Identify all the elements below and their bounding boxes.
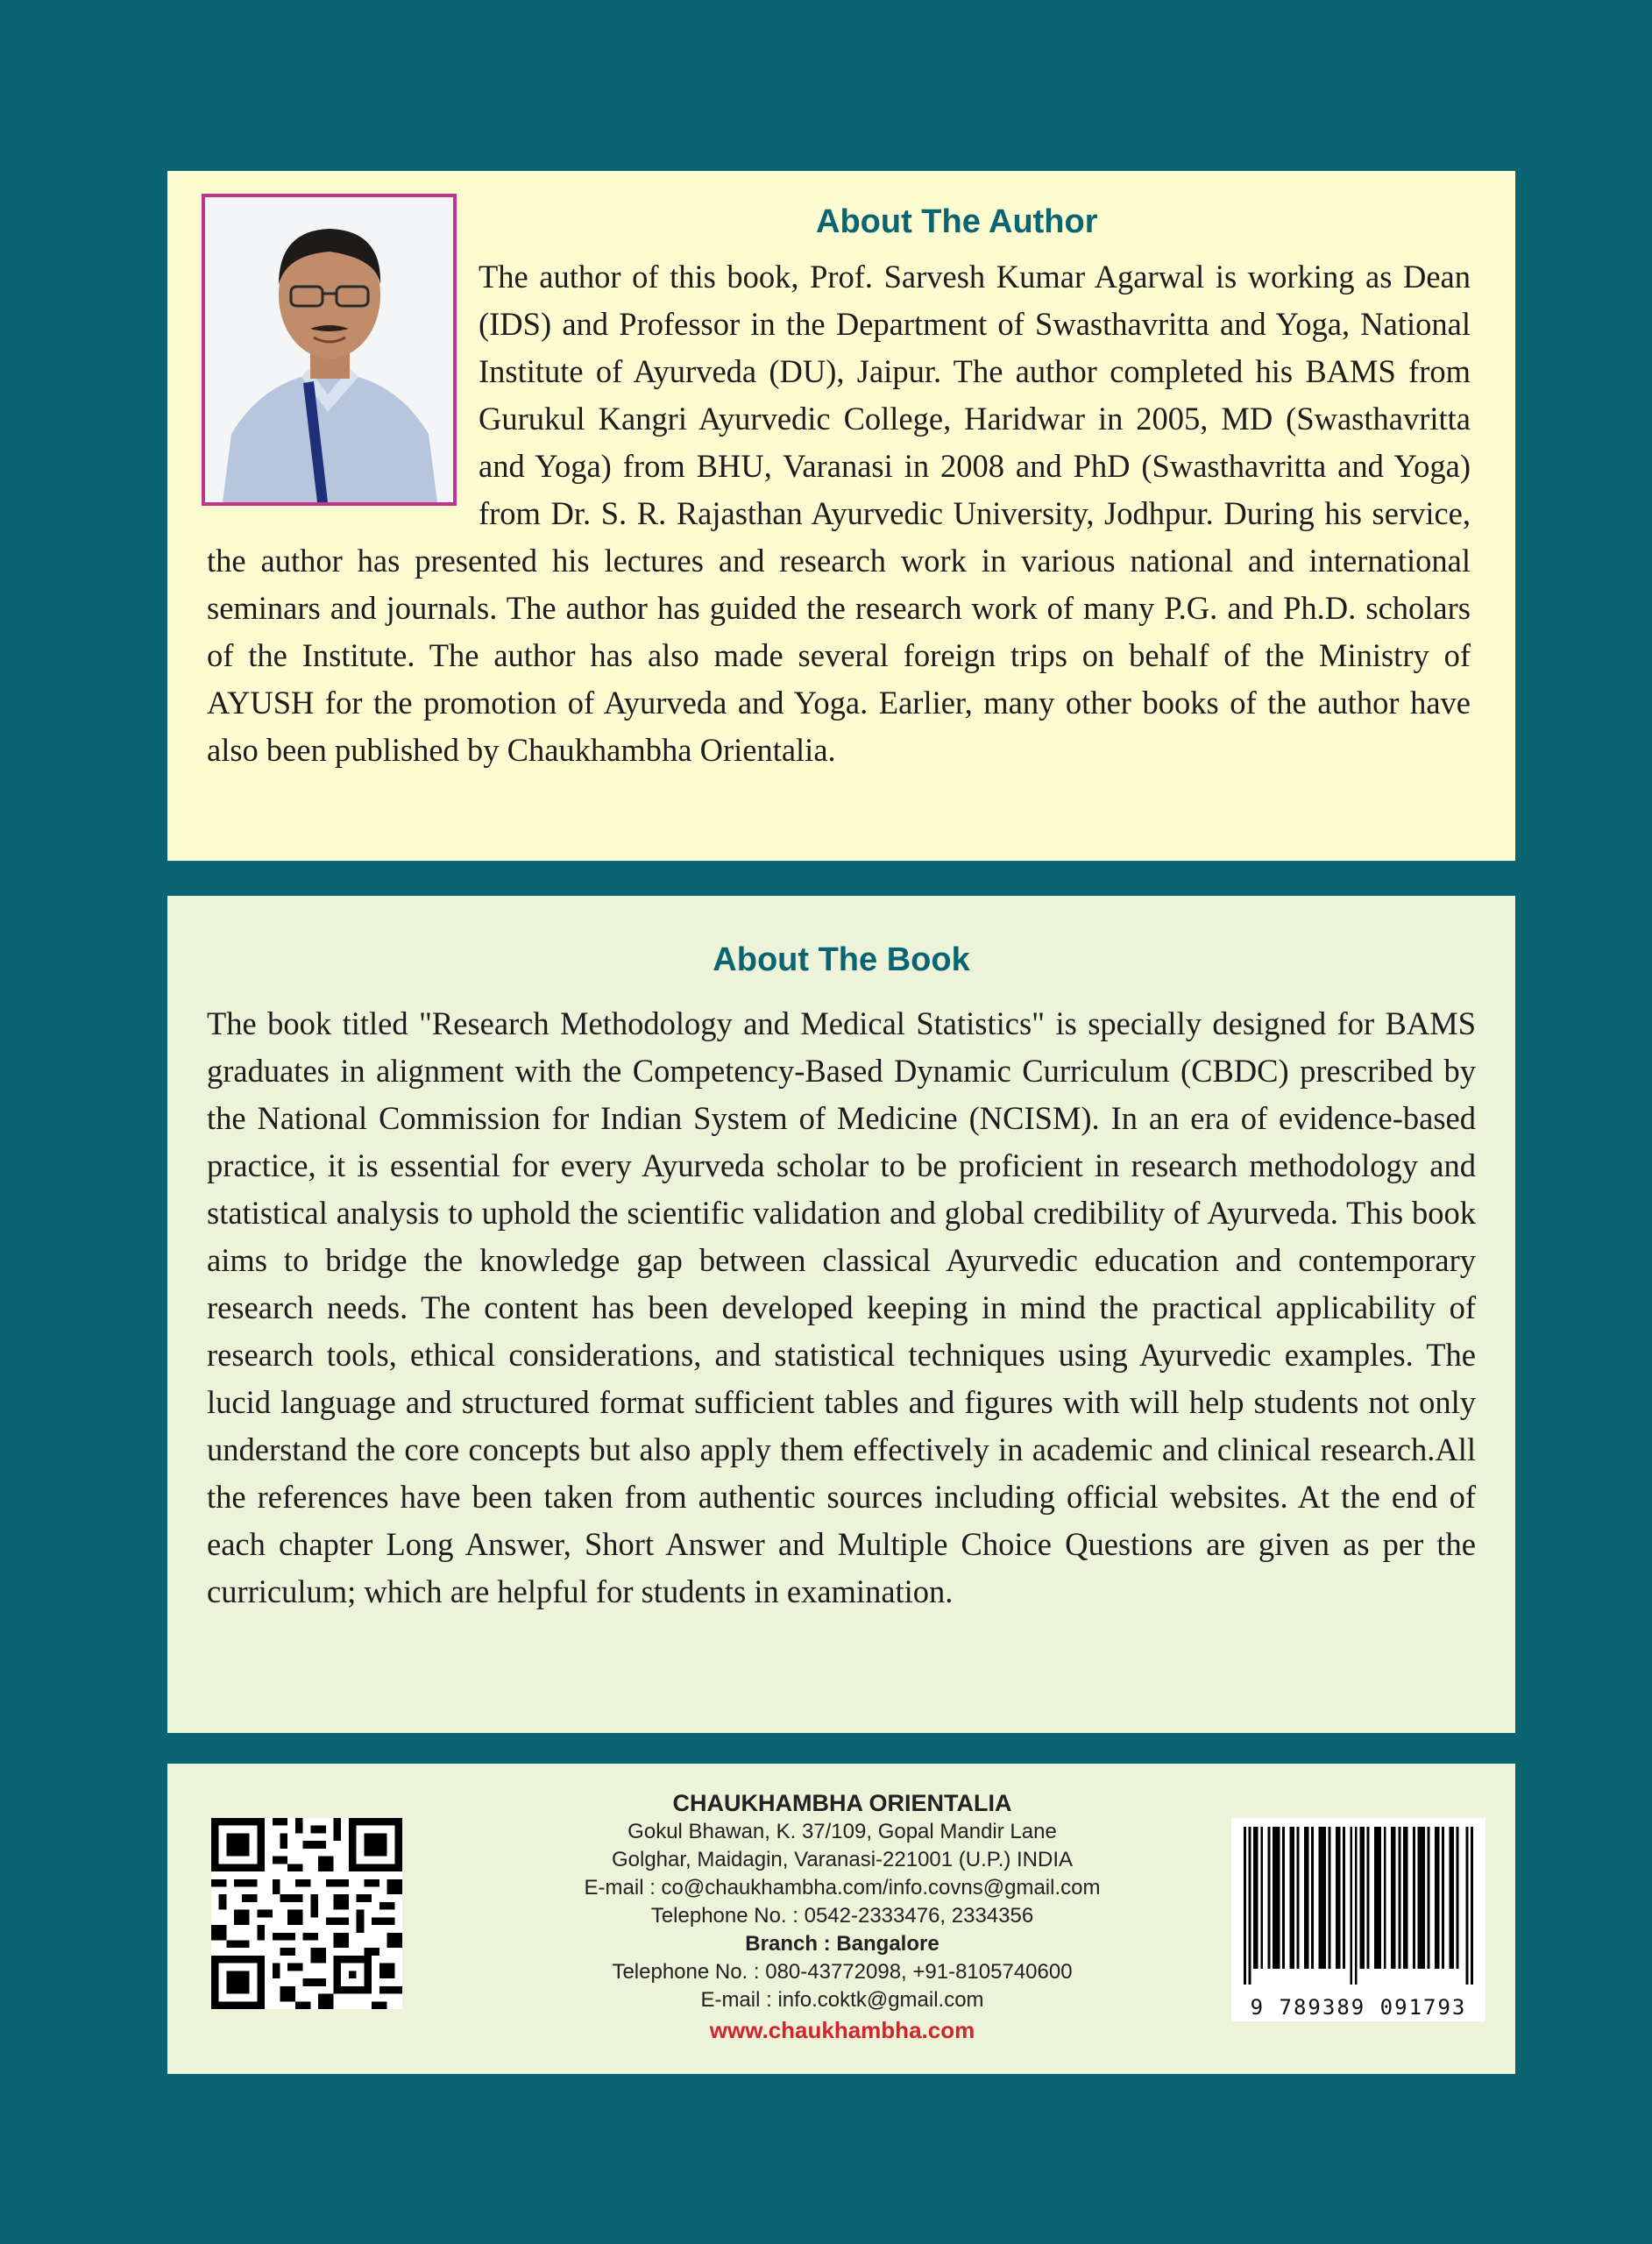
about-author-heading: About The Author	[816, 203, 1098, 240]
publisher-website-link[interactable]: www.chaukhambha.com	[709, 2017, 975, 2043]
author-bio-container	[207, 253, 1471, 774]
publisher-name: CHAUKHAMBHA ORIENTALIA	[672, 1790, 1012, 1816]
isbn-barcode	[1231, 1818, 1485, 2021]
branch-email: E-mail : info.coktk@gmail.com	[700, 1988, 984, 2012]
about-book-heading: About The Book	[713, 941, 970, 978]
photo-spacer	[207, 253, 479, 537]
qr-code-icon	[211, 1818, 402, 2009]
author-bio-text: The author of this book, Prof. Sarvesh Kumar Agarwal is working as Dean (IDS) and Professor in the Department of Swasthavritta and Yoga, National Institute of Ayurveda (DU), Jaipur. The author completed his BAMS from Gurukul Kangri Ayurvedic College, Haridwar in 2005, MD (Swasthavritta and Yoga) from BHU, Varanasi in 2008 and PhD (Swasthavritta and Yoga) from Dr. S. R. Rajasthan Ayurvedic University, Jodhpur. During his service, the author has presented his lectures and research work in various national and international seminars and journals. The author has guided the research work of many P.G. and Ph.D. scholars of the Institute. The author has also made several foreign trips on behalf of the Ministry of AYUSH for the promotion of Ayurveda and Yoga. Earlier, many other books of the author have also been published by Chaukhambha Orientalia.	[207, 259, 1471, 768]
publisher-info	[544, 1788, 1140, 2046]
barcode-digits: 9 789389 091793	[1250, 1995, 1467, 2020]
publisher-panel	[167, 1764, 1515, 2074]
publisher-address-line2: Golghar, Maidagin, Varanasi-221001 (U.P.) INDIA	[611, 1848, 1074, 1871]
book-description-text: The book titled "Research Methodology and Medical Statistics" is specially designed for BAMS graduates in alignment with the Competency-Based Dynamic Curriculum (CBDC) prescribed by the National Commission for Indian System of Medicine (NCISM). In an era of evidence-based practice, it is essential for every Ayurveda scholar to be proficient in research methodology and statistical analysis to uphold the scientific validation and global credibility of Ayurveda. This book aims to bridge the knowledge gap between classical Ayurvedic education and contemporary research needs. The content has been developed keeping in mind the practical applicability of research tools, ethical considerations, and statistical techniques using Ayurvedic examples. The lucid language and structured format sufficient tables and figures with will help students not only understand the core concepts but also apply them effectively in academic and clinical research.All the references have been taken from authentic sources including official websites. At the end of each chapter Long Answer, Short Answer and Multiple Choice Questions are given as per the curriculum; which are helpful for students in examination.	[207, 1005, 1476, 1609]
publisher-telephone: Telephone No. : 0542-2333476, 2334356	[650, 1904, 1034, 1928]
qr-code	[211, 1818, 402, 2009]
about-author-panel	[167, 171, 1515, 861]
barcode-icon	[1244, 1827, 1473, 1985]
branch-label: Branch : Bangalore	[745, 1932, 939, 1956]
branch-telephone: Telephone No. : 080-43772098, +91-8105740600	[612, 1960, 1073, 1984]
publisher-email: E-mail : co@chaukhambha.com/info.covns@gmail.com	[584, 1876, 1101, 1900]
about-book-panel	[167, 896, 1515, 1733]
publisher-address-line1: Gokul Bhawan, K. 37/109, Gopal Mandir Lane	[627, 1820, 1057, 1843]
